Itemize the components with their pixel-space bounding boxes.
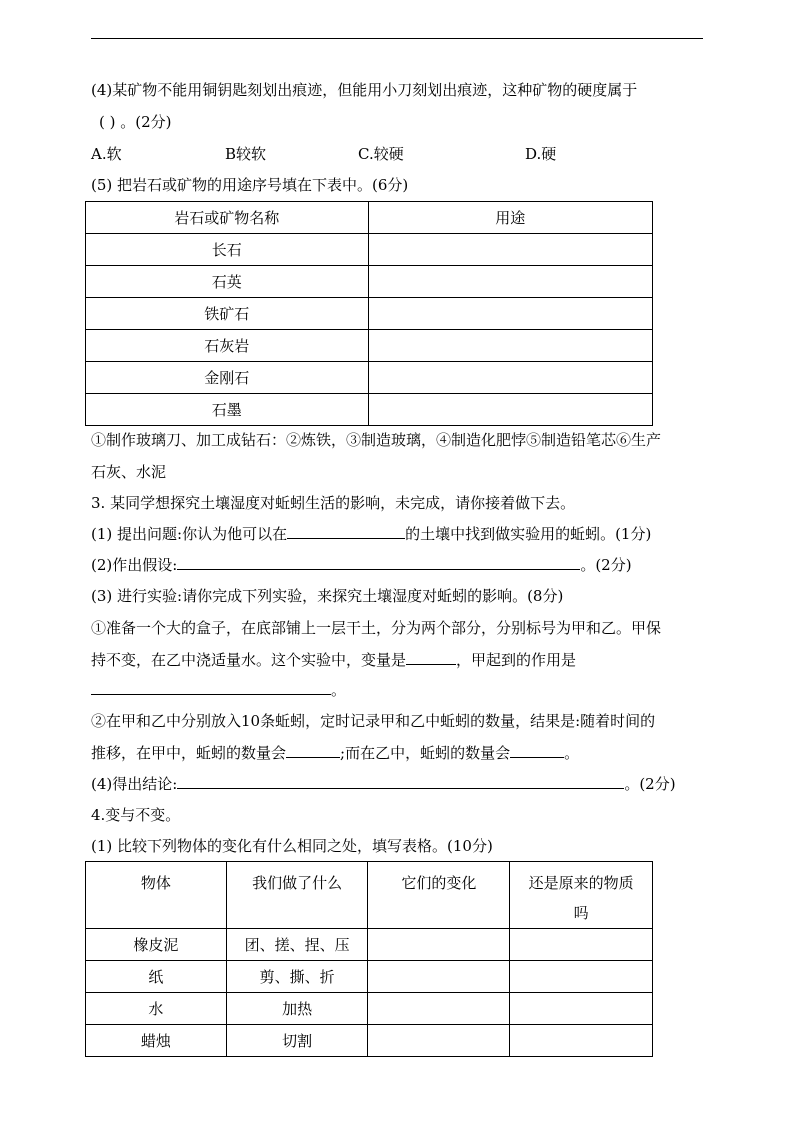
q3-part2-prefix: (2)作出假设:	[91, 556, 178, 574]
header-change: 它们的变化	[368, 862, 510, 929]
table-row	[86, 362, 653, 394]
q3-part1-blank[interactable]	[287, 524, 405, 539]
q3-step1-line1: ①准备一个大的盒子，在底部铺上一层干土，分为两个部分，分别标号为甲和乙。甲保	[91, 619, 662, 637]
action-text: 剪、撕、折	[226, 961, 368, 993]
q3-group-b-blank[interactable]	[510, 743, 564, 758]
change-answer-cell[interactable]	[368, 961, 510, 993]
q3-part2-suffix: 。(2分)	[580, 556, 632, 574]
q3-step2-prefix: 推移，在甲中，蚯蚓的数量会	[91, 744, 287, 762]
change-table	[85, 861, 653, 1057]
q3-hypothesis-blank[interactable]	[177, 555, 580, 570]
mineral-name: 长石	[86, 234, 369, 266]
q3-step1-mid: ，甲起到的作用是	[456, 651, 577, 669]
q4b-sub: (1) 比较下列物体的变化有什么相同之处，填写表格。(10分)	[91, 837, 493, 855]
table-row	[86, 929, 653, 961]
q3-step2-mid: ;而在乙中，蚯蚓的数量会	[340, 744, 511, 762]
change-answer-cell[interactable]	[368, 993, 510, 1025]
q3-step1-line2	[91, 650, 576, 670]
table-row	[86, 394, 653, 426]
q3-variable-blank[interactable]	[406, 650, 456, 665]
table-row	[86, 330, 653, 362]
substance-answer-cell[interactable]	[510, 961, 653, 993]
q3-part2	[91, 555, 632, 575]
q3-step1-line3	[91, 680, 346, 700]
uses-header-use: 用途	[368, 202, 653, 234]
substance-answer-cell[interactable]	[510, 1025, 653, 1057]
mineral-name: 石墨	[86, 394, 369, 426]
q3-title: 3. 某同学想探究土壤湿度对蚯蚓生活的影响，未完成，请你接着做下去。	[91, 494, 576, 512]
table-row	[86, 266, 653, 298]
substance-answer-cell[interactable]	[510, 993, 653, 1025]
q5-text: (5) 把岩石或矿物的用途序号填在下表中。(6分)	[91, 176, 409, 194]
table-row	[86, 298, 653, 330]
change-table-header	[86, 862, 653, 929]
mineral-name: 石灰岩	[86, 330, 369, 362]
q3-part4-suffix: 。(2分)	[624, 775, 676, 793]
use-answer-cell[interactable]	[368, 330, 653, 362]
q3-step2-line1: ②在甲和乙中分别放入10条蚯蚓，定时记录甲和乙中蚯蚓的数量，结果是:随着时间的	[91, 712, 656, 730]
uses-header-name: 岩石或矿物名称	[86, 202, 369, 234]
object-name: 蜡烛	[86, 1025, 227, 1057]
object-name: 纸	[86, 961, 227, 993]
q3-group-a-blank[interactable]	[286, 743, 340, 758]
q3-part1	[91, 524, 651, 544]
header-rule	[91, 38, 703, 39]
table-row	[86, 961, 653, 993]
q4b-title: 4.变与不变。	[91, 806, 181, 824]
uses-list-line1: ①制作玻璃刀、加工成钻石：②炼铁，③制造玻璃，④制造化肥悖⑤制造铅笔芯⑥生产	[91, 431, 662, 449]
table-row	[86, 993, 653, 1025]
action-text: 团、搓、捏、压	[226, 929, 368, 961]
substance-answer-cell[interactable]	[510, 929, 653, 961]
object-name: 橡皮泥	[86, 929, 227, 961]
change-answer-cell[interactable]	[368, 1025, 510, 1057]
header-object: 物体	[86, 862, 227, 929]
mineral-name: 金刚石	[86, 362, 369, 394]
table-row	[86, 234, 653, 266]
q3-part4-prefix: (4)得出结论:	[91, 775, 178, 793]
use-answer-cell[interactable]	[368, 298, 653, 330]
use-answer-cell[interactable]	[368, 394, 653, 426]
q3-part4	[91, 774, 676, 794]
q3-step1-end: 。	[331, 681, 347, 699]
q4-text: (4)某矿物不能用铜钥匙刻划出痕迹，但能用小刀刻划出痕迹，这种矿物的硬度属于	[91, 81, 638, 99]
header-same-substance: 还是原来的物质吗	[510, 862, 653, 929]
q4-answer-paren: ( ) 。(2分)	[99, 113, 172, 131]
q3-part1-suffix: 的土壤中找到做实验用的蚯蚓。(1分)	[405, 525, 652, 543]
q4-option-d: D.硬	[525, 145, 557, 163]
q3-conclusion-blank[interactable]	[177, 774, 624, 789]
q4-option-a: A.软	[91, 145, 122, 163]
action-text: 切割	[226, 1025, 368, 1057]
mineral-name: 石英	[86, 266, 369, 298]
action-text: 加热	[226, 993, 368, 1025]
change-answer-cell[interactable]	[368, 929, 510, 961]
q4-option-b: B较软	[225, 145, 267, 163]
use-answer-cell[interactable]	[368, 266, 653, 298]
q4-option-c: C.较硬	[358, 145, 404, 163]
q3-part3: (3) 进行实验:请你完成下列实验，来探究土壤湿度对蚯蚓的影响。(8分)	[91, 587, 564, 605]
q3-step2-end: 。	[564, 744, 580, 762]
uses-table-header	[86, 202, 653, 234]
q3-step1-prefix: 持不变，在乙中浇适量水。这个实验中，变量是	[91, 651, 407, 669]
q3-control-blank[interactable]	[91, 680, 331, 695]
uses-table	[85, 201, 653, 426]
q3-part1-prefix: (1) 提出问题:你认为他可以在	[91, 525, 288, 543]
table-row	[86, 1025, 653, 1057]
header-action: 我们做了什么	[226, 862, 368, 929]
mineral-name: 铁矿石	[86, 298, 369, 330]
use-answer-cell[interactable]	[368, 362, 653, 394]
object-name: 水	[86, 993, 227, 1025]
uses-list-line2: 石灰、水泥	[91, 463, 167, 481]
use-answer-cell[interactable]	[368, 234, 653, 266]
q3-step2-line2	[91, 743, 579, 763]
